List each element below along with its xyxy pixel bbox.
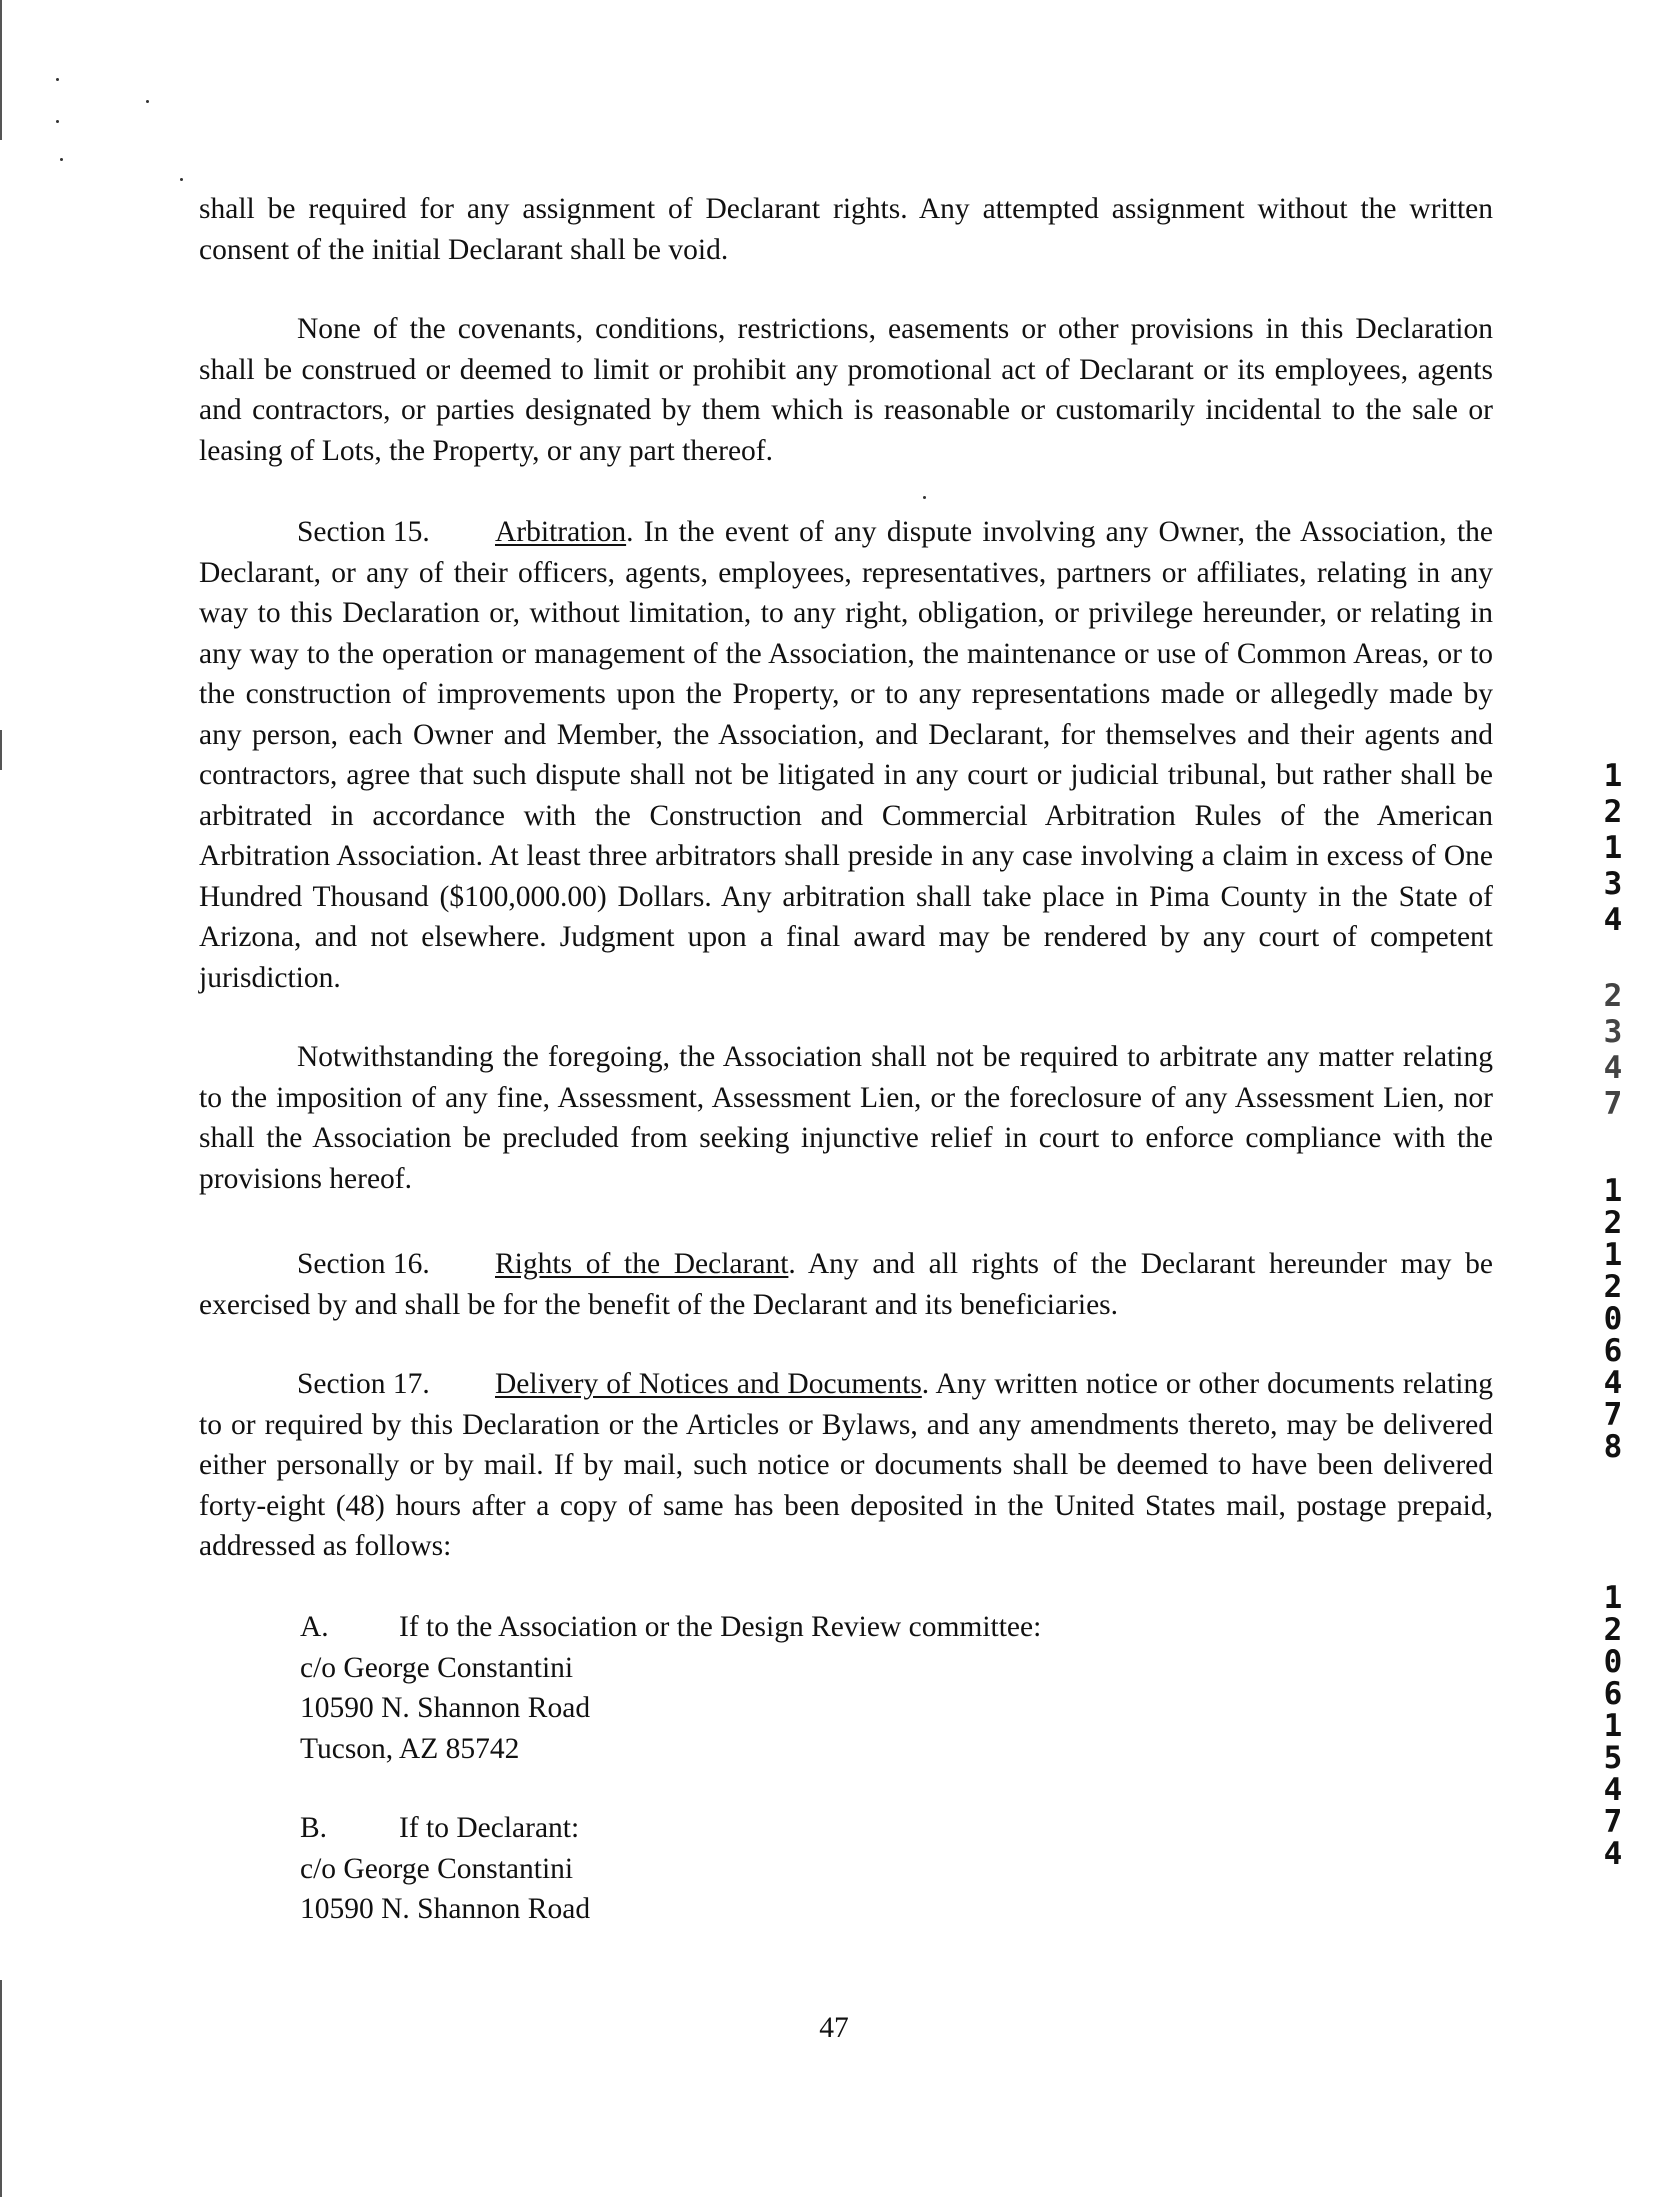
- scan-speck: [56, 120, 59, 123]
- address-line: c/o George Constantini: [300, 1852, 574, 1885]
- section-16-rights: [199, 1244, 1493, 1325]
- address-heading: If to the Association or the Design Review committee:: [399, 1611, 1042, 1643]
- stamp-digit: 1: [1603, 758, 1623, 794]
- address-line: Tucson, AZ 85742: [300, 1732, 520, 1765]
- stamp-digit: 3: [1603, 1014, 1623, 1050]
- section-paragraph: [199, 1364, 1493, 1567]
- stamp-digit: 4: [1603, 902, 1623, 938]
- section-body: . Any written notice or other documents relating to or required by this Declaration or the Articles or Bylaws, and any amendments thereto, may be delivered either personally or by mail. If by mail, such notice or documents shall be deemed to have been delivered forty-eight (48) hours after a copy of same has been deposited in the United States mail, postage prepaid, addressed as follows:: [199, 1368, 1493, 1562]
- section-number: Section 16.: [297, 1248, 430, 1280]
- stamp-digit: 7: [1603, 1086, 1623, 1122]
- stamp-digit: 8: [1603, 1429, 1623, 1465]
- section-body: . In the event of any dispute involving any Owner, the Association, the Declarant, or any of their officers, agents, employees, representatives, partners or affiliates, relating in any way to this Declaration or, without limitation, to any right, obligation, or privilege hereunder, or relating in any way to the operation or management of the Association, the maintenance or use of Common Areas, or to the construction of improvements upon the Property, or to any representations made or allegedly made by any person, each Owner and Member, the Association, and Declarant, for themselves and their agents and contractors, agree that such dispute shall not be litigated in any court or judicial tribunal, but rather shall be arbitrated in accordance with the Construction and Commercial Arbitration Rules of the American Arbitration Association. At least three arbitrators shall preside in any case involving a claim in excess of One Hundred Thousand ($100,000.00) Dollars. Any arbitration shall take place in Pima County in the State of Arizona, and not elsewhere. Judgment upon a final award may be rendered by any court of competent jurisdiction.: [199, 516, 1493, 994]
- scan-speck: [60, 158, 63, 161]
- section-paragraph: [199, 512, 1493, 998]
- stamp-digit: 7: [1603, 1804, 1623, 1840]
- section-heading: Arbitration: [495, 516, 627, 548]
- stamp-digit: 2: [1603, 978, 1623, 1014]
- stamp-digit: 1: [1603, 1237, 1623, 1273]
- section-number: Section 15.: [297, 516, 430, 548]
- stamp-digit: 1: [1603, 1708, 1623, 1744]
- stamp-digit: 2: [1603, 1269, 1623, 1305]
- stamp-digit: 3: [1603, 866, 1623, 902]
- address-line: 10590 N. Shannon Road: [300, 1692, 591, 1724]
- address-line: 10590 N. Shannon Road: [300, 1893, 591, 1925]
- address-heading-line: [300, 1607, 1041, 1648]
- stamp-digit: 2: [1603, 1205, 1623, 1241]
- margin-stamp-2: [1593, 978, 1633, 1122]
- section-heading: Delivery of Notices and Documents: [495, 1368, 922, 1400]
- paragraph-text: None of the covenants, conditions, restrictions, easements or other provisions in this Declaration shall be construed or deemed to limit or prohibit any promotional act of Declarant or its employees, agents and contractors, or parties designated by them which is reasonable or customarily incidental to the sale or leasing of Lots, the Property, or any part thereof.: [199, 313, 1493, 467]
- margin-stamp-4: [1593, 1582, 1633, 1870]
- stamp-digit: 0: [1603, 1301, 1623, 1337]
- address-letter: A.: [300, 1611, 329, 1643]
- paragraph-assignment: [199, 189, 1493, 270]
- stamp-digit: 0: [1603, 1644, 1623, 1680]
- address-block-association: [300, 1607, 1041, 1769]
- margin-stamp-1: [1593, 758, 1633, 938]
- section-body: . Any and all rights of the Declarant hereunder may be exercised by and shall be for the benefit of the Declarant and its beneficiaries.: [199, 1248, 1493, 1321]
- stamp-digit: 4: [1603, 1836, 1623, 1872]
- section-paragraph: [199, 1244, 1493, 1325]
- page-number: 47: [819, 2012, 849, 2044]
- section-17-notices: [199, 1364, 1493, 1567]
- stamp-digit: 1: [1603, 830, 1623, 866]
- stamp-digit: 6: [1603, 1676, 1623, 1712]
- stamp-digit: 2: [1603, 1612, 1623, 1648]
- scan-edge-top: [0, 0, 2, 140]
- scan-edge-middle: [0, 730, 2, 770]
- stamp-digit: 5: [1603, 1740, 1623, 1776]
- stamp-digit: 1: [1603, 1580, 1623, 1616]
- section-15-arbitration: [199, 512, 1493, 998]
- paragraph-promotional-acts: [199, 309, 1493, 471]
- address-heading: If to Declarant:: [399, 1812, 580, 1844]
- stamp-digit: 7: [1603, 1397, 1623, 1433]
- scan-speck: [56, 78, 59, 81]
- margin-stamp-3: [1593, 1175, 1633, 1463]
- paragraph-notwithstanding: [199, 1037, 1493, 1199]
- address-line: c/o George Constantini: [300, 1651, 574, 1684]
- stamp-digit: 2: [1603, 794, 1623, 830]
- scan-speck: [923, 496, 926, 499]
- stamp-digit: 4: [1603, 1050, 1623, 1086]
- paragraph-text: shall be required for any assignment of Declarant rights. Any attempted assignment without the written consent of the initial Declarant shall be void.: [199, 193, 1493, 266]
- section-heading: Rights of the Declarant: [495, 1248, 789, 1280]
- stamp-digit: 4: [1603, 1365, 1623, 1401]
- address-block-declarant: [300, 1808, 590, 1930]
- scan-speck: [180, 178, 183, 181]
- stamp-digit: 6: [1603, 1333, 1623, 1369]
- paragraph-text: Notwithstanding the foregoing, the Association shall not be required to arbitrate any matter relating to the imposition of any fine, Assessment, Assessment Lien, or the foreclosure of any Assessment Lien, nor shall the Association be precluded from seeking injunctive relief in court to enforce compliance with the provisions hereof.: [199, 1041, 1493, 1195]
- address-letter: B.: [300, 1812, 328, 1844]
- stamp-digit: 4: [1603, 1772, 1623, 1808]
- address-heading-line: [300, 1808, 590, 1849]
- scan-speck: [146, 100, 149, 103]
- stamp-digit: 1: [1603, 1173, 1623, 1209]
- section-number: Section 17.: [297, 1368, 430, 1400]
